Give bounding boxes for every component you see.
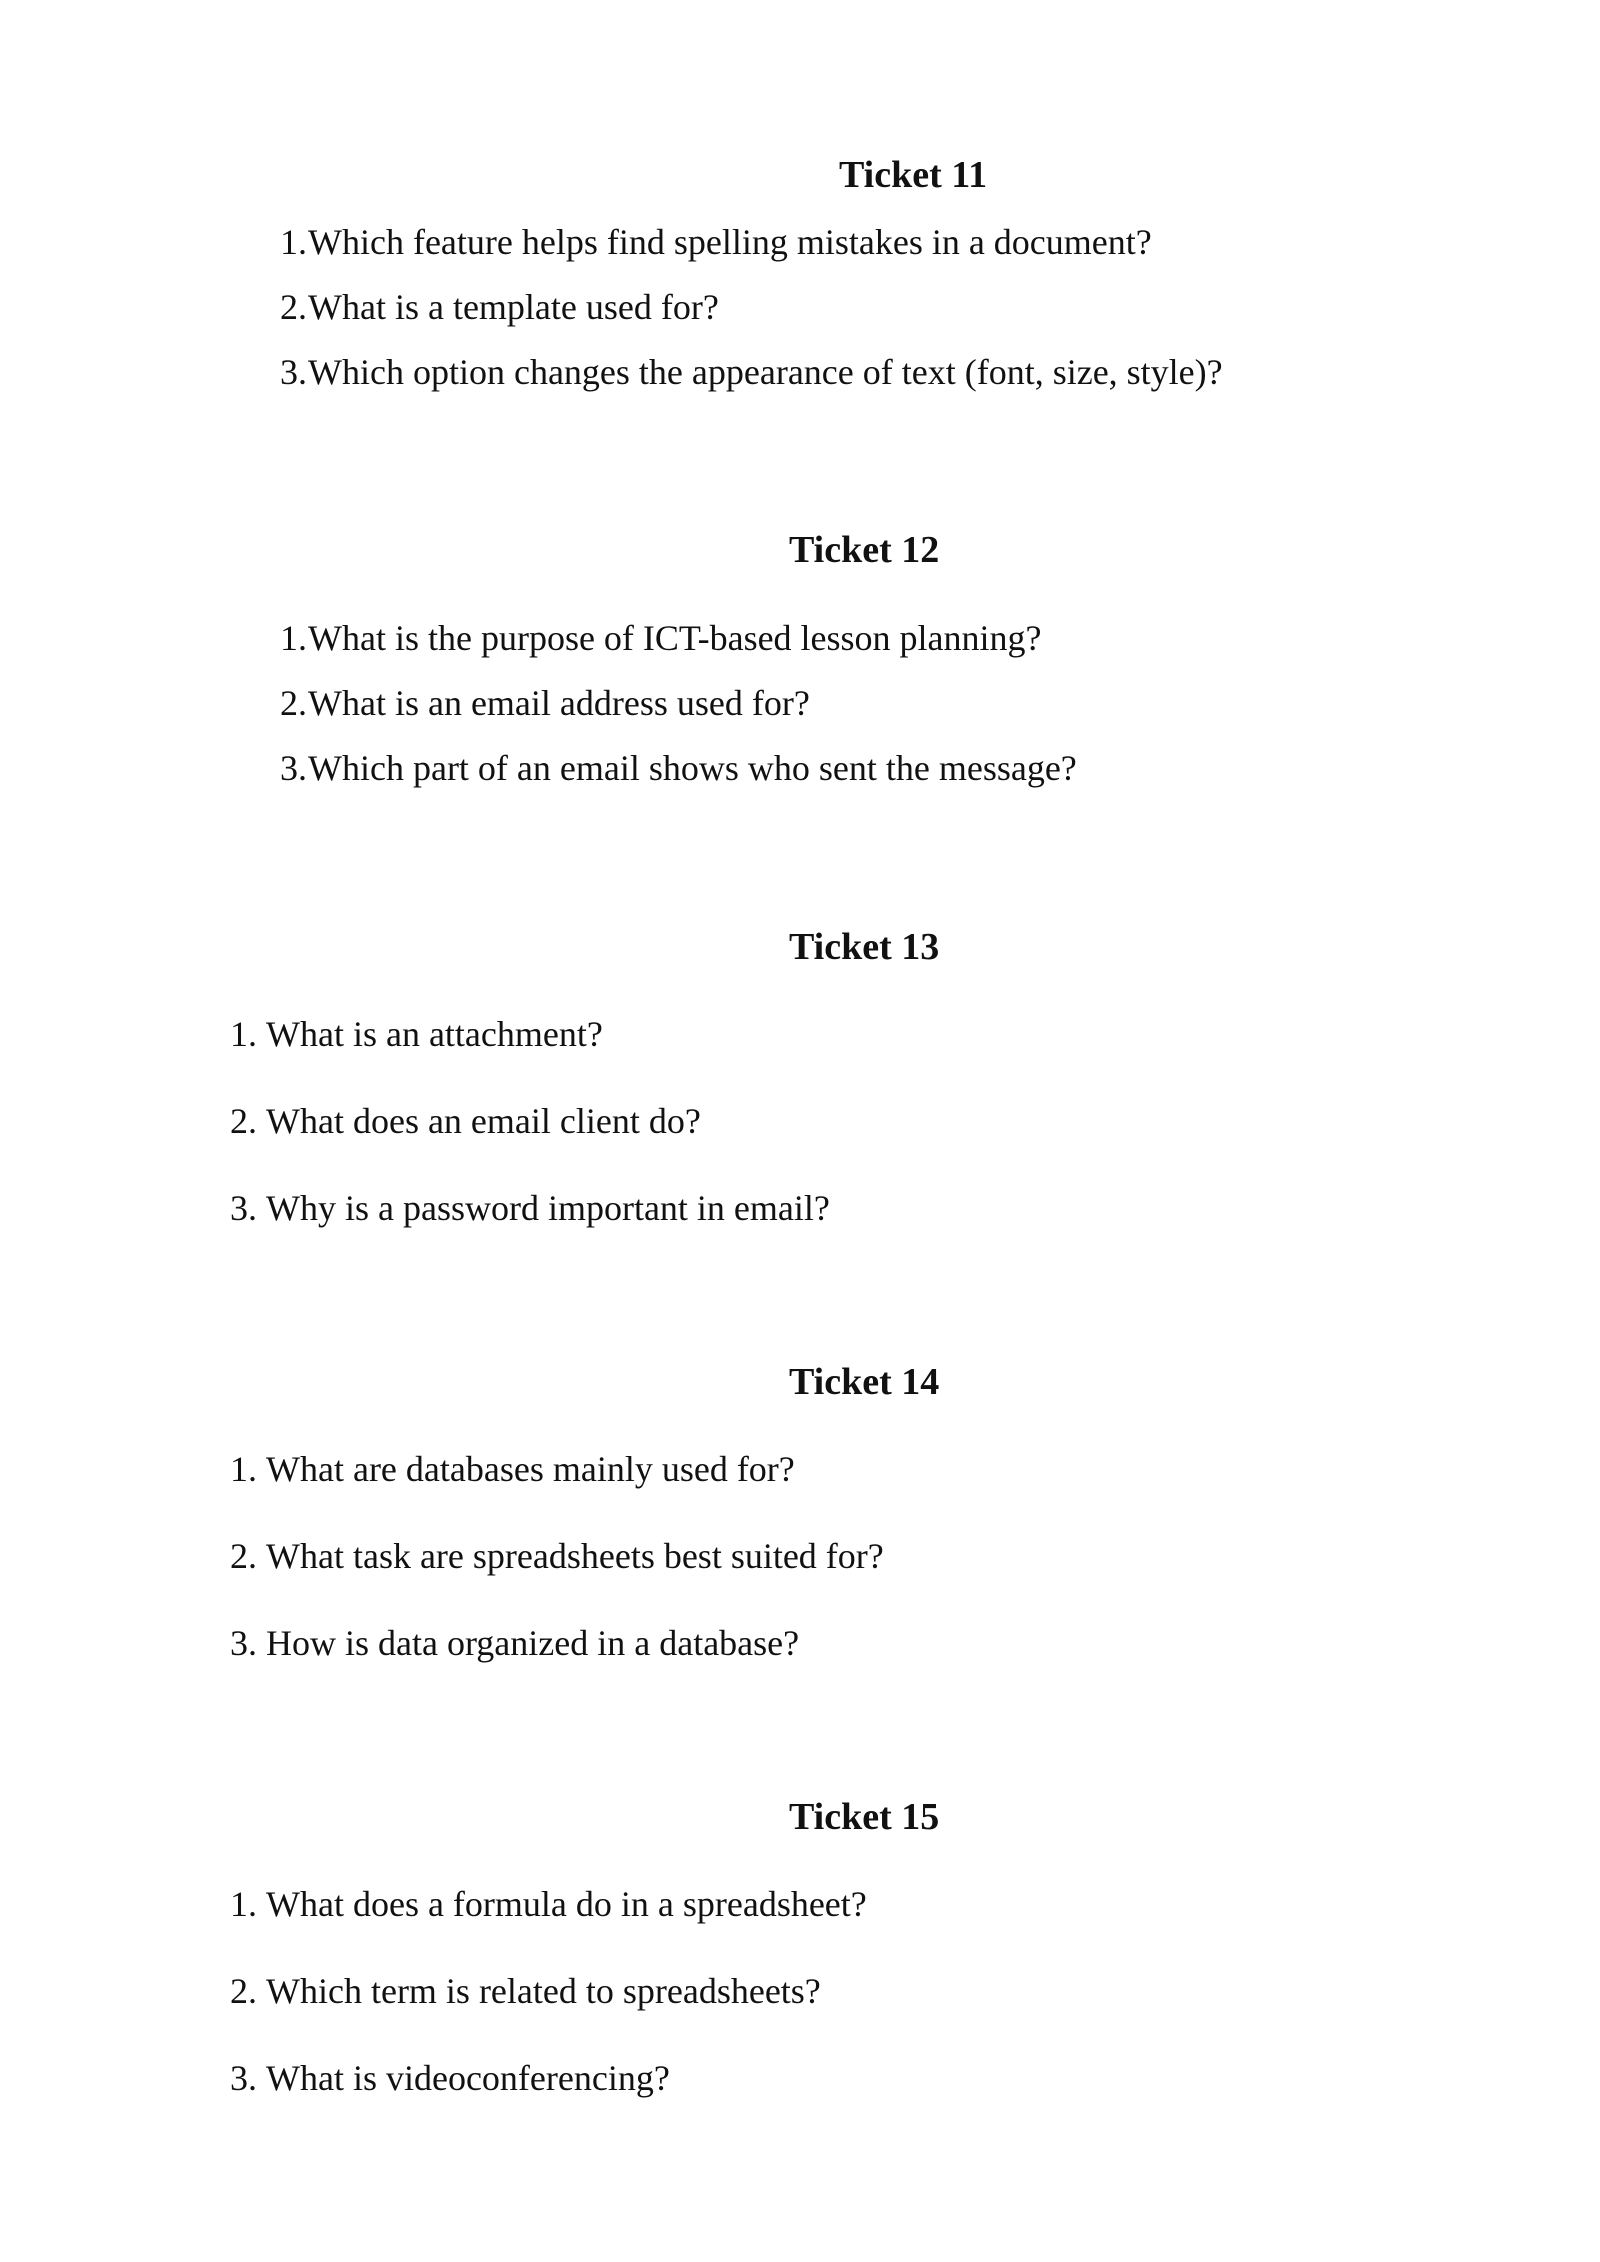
question-number: 2.: [280, 287, 307, 327]
question-text: Which part of an email shows who sent the message?: [308, 748, 1077, 788]
question-number: 3.: [280, 352, 307, 392]
ticket-title: Ticket 14: [789, 1361, 940, 1403]
question-number: 1.: [280, 618, 307, 658]
question-text: What is an email address used for?: [308, 683, 810, 723]
question-number: 1.: [230, 1884, 257, 1924]
question-item: [230, 1538, 884, 1574]
question-number: 2.: [230, 1101, 257, 1141]
question-text: What does an email client do?: [266, 1101, 701, 1141]
question-text: What is a template used for?: [308, 287, 719, 327]
question-item: [259, 352, 1223, 392]
question-text: What is the purpose of ICT-based lesson planning?: [308, 618, 1042, 658]
question-number: 2.: [230, 1536, 257, 1576]
question-item: [230, 1103, 701, 1139]
ticket-title: Ticket 11: [839, 154, 988, 196]
question-text: What are databases mainly used for?: [266, 1449, 795, 1489]
question-text: What is videoconferencing?: [266, 2058, 670, 2098]
question-number: 1.: [230, 1014, 257, 1054]
question-text: What task are spreadsheets best suited for?: [266, 1536, 884, 1576]
question-item: [230, 1886, 867, 1922]
question-item: [259, 618, 1042, 658]
question-text: Which term is related to spreadsheets?: [266, 1971, 821, 2011]
question-number: 3.: [280, 748, 307, 788]
question-item: [259, 748, 1077, 788]
question-number: 2.: [230, 1971, 257, 2011]
question-number: 2.: [280, 683, 307, 723]
question-item: [230, 2060, 670, 2096]
question-number: 1.: [280, 222, 307, 262]
question-item: [230, 1190, 830, 1226]
question-item: [230, 1016, 603, 1052]
question-item: [230, 1625, 799, 1661]
question-text: Which option changes the appearance of text (font, size, style)?: [308, 352, 1223, 392]
question-number: 1.: [230, 1449, 257, 1489]
ticket-title: Ticket 13: [789, 926, 940, 968]
question-number: 3.: [230, 1188, 257, 1228]
question-item: [259, 287, 719, 327]
question-item: [259, 222, 1152, 262]
question-text: What does a formula do in a spreadsheet?: [266, 1884, 867, 1924]
question-item: [230, 1451, 795, 1487]
question-number: 3.: [230, 2058, 257, 2098]
question-text: Which feature helps find spelling mistakes in a document?: [308, 222, 1152, 262]
question-text: How is data organized in a database?: [266, 1623, 800, 1663]
question-number: 3.: [230, 1623, 257, 1663]
question-item: [259, 683, 810, 723]
question-text: Why is a password important in email?: [266, 1188, 830, 1228]
ticket-title: Ticket 12: [789, 529, 940, 571]
question-item: [230, 1973, 821, 2009]
ticket-title: Ticket 15: [789, 1796, 940, 1838]
question-text: What is an attachment?: [266, 1014, 603, 1054]
